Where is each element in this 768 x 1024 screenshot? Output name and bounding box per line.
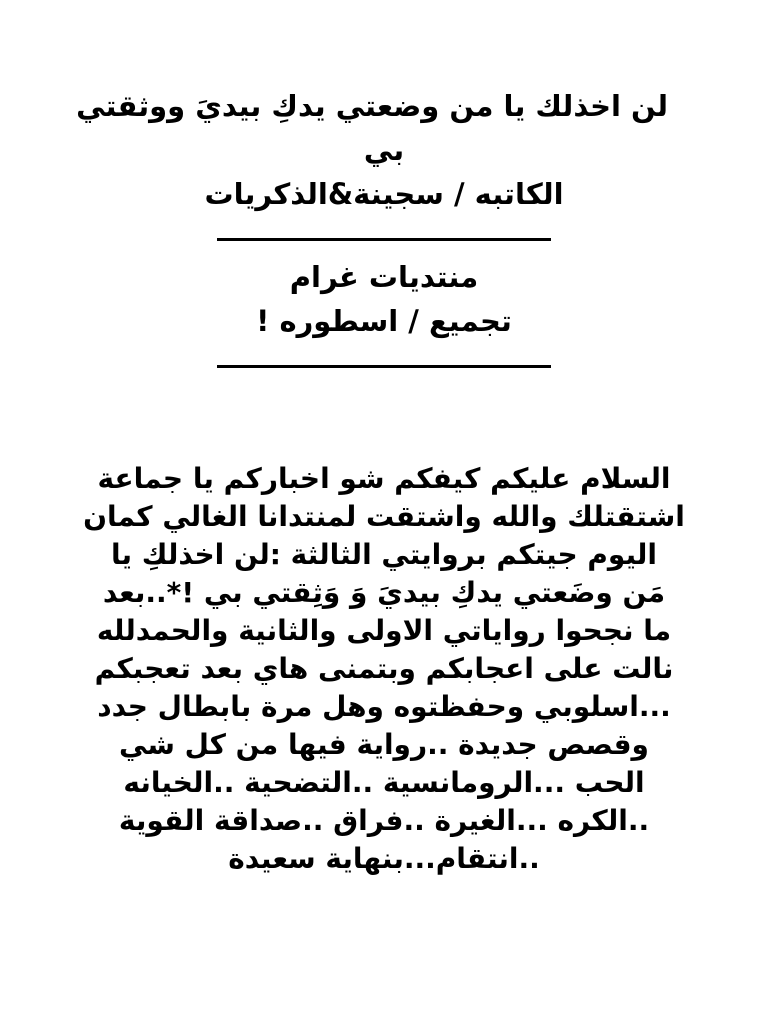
title-line-1: لن اخذلك يا من وضعتي يدكِ بيديَ ووثقتي — [76, 89, 668, 123]
body-line: اليوم جيتكم بروايتي الثالثة :لن اخذلكِ يا — [110, 538, 658, 571]
body-line: ..الكره ...الغيرة ..فراق ..صداقة القوية — [118, 804, 650, 837]
divider-rule-2 — [217, 365, 551, 368]
title-line-2: بي — [363, 133, 405, 167]
body-line: الحب ...الرومانسية ..التضحية ..الخيانه — [123, 766, 645, 799]
body-line: نالت على اعجابكم وبتمنى هاي بعد تعجبكم — [94, 652, 674, 685]
intro-paragraph — [80, 460, 688, 878]
body-line: ...اسلوبي وحفظتوه وهل مرة بابطال جدد — [97, 690, 671, 723]
body-line: وقصص جديدة ..رواية فيها من كل شي — [119, 728, 649, 761]
forum-name: منتديات غرام — [289, 260, 479, 294]
body-line: ما نجحوا رواياتي الاولى والثانية والحمدلله — [96, 614, 672, 647]
compiler-line: تجميع / اسطوره ! — [256, 304, 512, 338]
divider-rule-1 — [217, 238, 551, 241]
document-header — [76, 84, 668, 368]
body-line: ..انتقام...بنهاية سعيدة — [228, 842, 540, 875]
author-line: الكاتبه / سجينة&الذكريات — [204, 177, 564, 211]
body-line: اشتقتلك والله واشتقت لمنتدانا الغالي كمان — [83, 500, 685, 533]
body-line: السلام عليكم كيفكم شو اخباركم يا جماعة — [97, 462, 671, 495]
body-line: مَن وضَعتي يدكِ بيديَ وَ وَثِقتي بي !*..بعد — [102, 576, 666, 609]
